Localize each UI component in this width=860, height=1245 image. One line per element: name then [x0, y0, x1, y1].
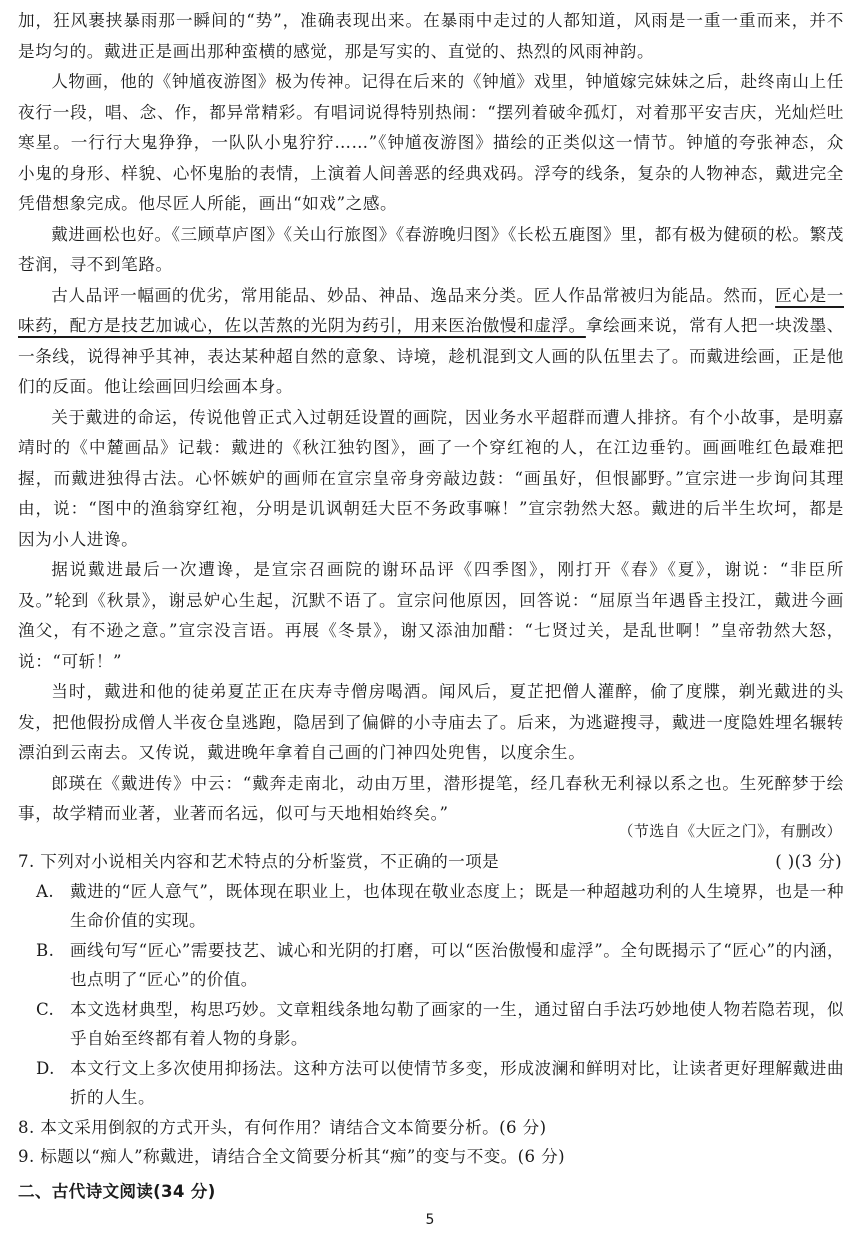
question-7	[18, 847, 844, 877]
source-citation: （节选自《大匠之门》，有删改）	[618, 822, 842, 840]
question-9: 9. 标题以“痴人”称戴进，请结合全文简要分析其“痴”的变与不变。(6 分)	[18, 1147, 566, 1166]
passage-paragraph-3: 戴进画松也好。《三顾草庐图》《关山行旅图》《春游晚归图》《长松五鹿图》里，都有极为健硕的松。繁茂苍润，寻不到笔路。	[18, 224, 844, 274]
option-a-label: A.	[36, 881, 55, 901]
option-a-text: 戴进的“匠人意气”，既体现在职业上，也体现在敬业态度上；既是一种超越功利的人生境界，也是一种生命价值的实现。	[70, 881, 844, 930]
option-c-text: 本文选材典型，构思巧妙。文章粗线条地勾勒了画家的一生，通过留白手法巧妙地使人物若隐若现，似乎自始至终都有着人物的身影。	[70, 999, 844, 1048]
option-c-label: C.	[36, 999, 55, 1019]
option-b-text: 画线句写“匠心”需要技艺、诚心和光阴的打磨，可以“医治傲慢和虚浮”。全句既揭示了“匠心”的内涵，也点明了“匠心”的价值。	[70, 940, 844, 989]
question-7-stem: 7. 下列对小说相关内容和艺术特点的分析鉴赏，不正确的一项是	[18, 852, 500, 871]
option-b-label: B.	[36, 940, 55, 960]
question-7-answer-blank: ( )(3 分)	[775, 852, 842, 871]
passage-paragraph-2: 人物画，他的《钟馗夜游图》极为传神。记得在后来的《钟馗》戏里，钟馗嫁完妹妹之后，赴终南山上任夜行一段，唱、念、作，都异常精彩。有唱词说得特别热闹：“摆列着破伞孤灯，对着那平安吉庆，光灿烂吐寒星。一行行大鬼狰狰，一队队小鬼狞狞……”《钟馗夜游图》描绘的正类似这一情节。钟馗的夸张神态，众小鬼的身形、样貌、心怀鬼胎的表情，上演着人间善恶的经典戏码。浮夸的线条，复杂的人物神态，戴进完全凭借想象完成。他尽匠人所能，画出“如戏”之感。	[18, 72, 844, 213]
option-d	[18, 1054, 844, 1113]
option-c	[18, 995, 844, 1054]
passage-paragraph-6: 据说戴进最后一次遭谗，是宣宗召画院的谢环品评《四季图》，刚打开《春》《夏》，谢说：“非臣所及。”轮到《秋景》，谢忌妒心生起，沉默不语了。宣宗问他原因，回答说：“屈原当年遇昏主投江，戴进今画渔父，有不逊之意。”宣宗没言语。再展《冬景》，谢又添油加醋：“七贤过关，是乱世啊！”皇帝勃然大怒，说：“可斩！”	[18, 560, 844, 671]
paragraph-4-lead: 古人品评一幅画的优劣，常用能品、妙品、神品、逸品来分类。匠人作品常被归为能品。然而，	[51, 285, 776, 305]
option-a	[18, 877, 844, 936]
passage-paragraph-7: 当时，戴进和他的徒弟夏芷正在庆寿寺僧房喝酒。闻风后，夏芷把僧人灌醉，偷了度牒，剃光戴进的头发，把他假扮成僧人半夜仓皇逃跑，隐居到了偏僻的小寺庙去了。后来，为逃避搜寻，戴进一度隐姓埋名辗转漂泊到云南去。又传说，戴进晚年拿着自己画的门神四处兜售，以度余生。	[18, 682, 844, 762]
option-b	[18, 936, 844, 995]
page-number: 5	[425, 1212, 435, 1228]
option-d-label: D.	[36, 1058, 55, 1078]
option-d-text: 本文行文上多次使用抑扬法。这种方法可以使情节多变，形成波澜和鲜明对比，让读者更好理解戴进曲折的人生。	[70, 1058, 844, 1107]
passage-paragraph-5: 关于戴进的命运，传说他曾正式入过朝廷设置的画院，因业务水平超群而遭人排挤。有个小故事，是明嘉靖时的《中麓画品》记载：戴进的《秋江独钓图》，画了一个穿红袍的人，在江边垂钓。画画唯红色最难把握，而戴进独得古法。心怀嫉妒的画师在宣宗皇帝身旁敲边鼓：“画虽好，但恨鄙野。”宣宗进一步询问其理由，说：“图中的渔翁穿红袍，分明是讥讽朝廷大臣不务政事嘛！”宣宗勃然大怒。戴进的后半生坎坷，都是因为小人进谗。	[18, 407, 844, 549]
section-heading: 二、古代诗文阅读(34 分)	[18, 1182, 216, 1201]
paragraph-4-rest: 拿绘画来说，常有人把一块泼墨、一条线，说得神乎其神，表达某种超自然的意象、诗境，趁机混到文人画的队伍里去了。而戴进绘画，正是他们的反面。他让绘画回归绘画本身。	[18, 316, 844, 396]
passage-paragraph-1: 加，狂风裹挟暴雨那一瞬间的“势”，准确表现出来。在暴雨中走过的人都知道，风雨是一重一重而来，并不是均匀的。戴进正是画出那种蛮横的感觉，那是写实的、直觉的、热烈的风雨神韵。	[18, 11, 844, 61]
question-block	[18, 847, 844, 1172]
question-8: 8. 本文采用倒叙的方式开头，有何作用？请结合文本简要分析。(6 分)	[18, 1117, 547, 1137]
passage-paragraph-4	[18, 281, 844, 403]
reading-passage	[18, 6, 844, 830]
underlined-sentence: 匠心是一味药，配方是技艺加诚心，佐以苦熬的光阴为药引，用来医治傲慢和虚浮。	[18, 285, 844, 335]
passage-paragraph-8: 郎瑛在《戴进传》中云：“戴奔走南北，动由万里，潜形提笔，经几春秋无利禄以系之也。生死醉梦于绘事，故学精而业著，业著而名远，似可与天地相始终矣。”	[18, 773, 844, 823]
